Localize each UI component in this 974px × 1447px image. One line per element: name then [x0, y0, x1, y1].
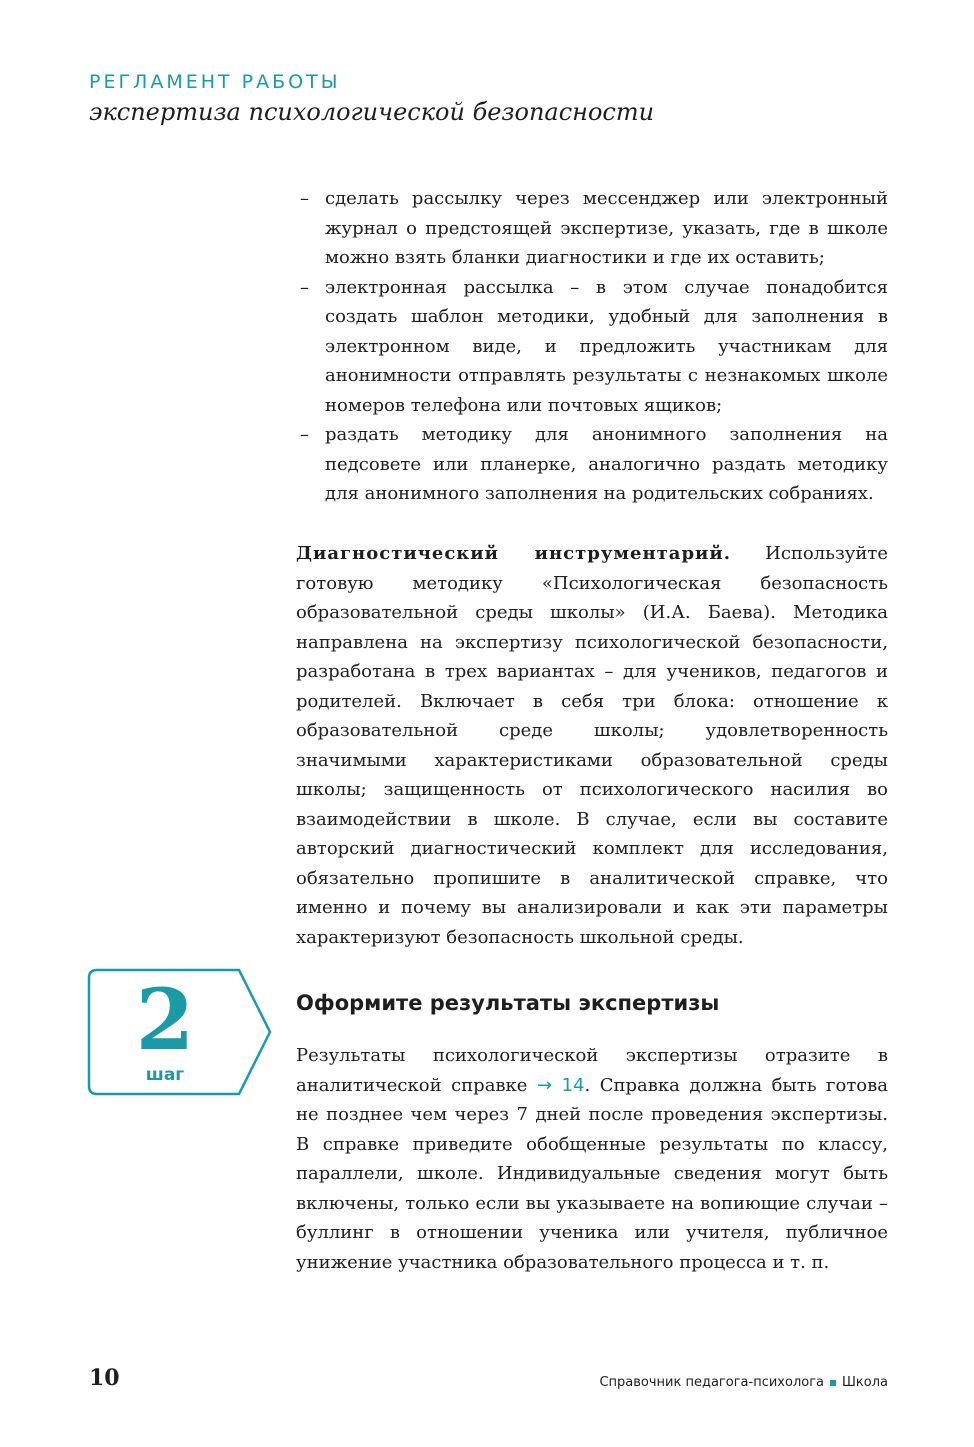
page-reference-link[interactable]: → 14 — [537, 1074, 585, 1096]
header-subtitle: экспертиза психологической безопасности — [89, 98, 655, 126]
step-number: 2 — [135, 970, 195, 1069]
list-item — [296, 420, 888, 509]
list-item — [296, 184, 888, 273]
results-paragraph — [296, 1041, 888, 1277]
bullet-list — [296, 184, 888, 509]
diagnostic-text: Используйте готовую методику «Психологическая безопасность образовательной среды школы» (И.А. Баева). Методика направлена на экспертизу психологической безопасности, разработана в трех вариантах – для учеников, педагогов и родителей. Включает в себя три блока: отношение к образовательной среде школы; удовлетворенность значимыми характеристиками образовательной среды школы; защищенность от психологического насилия во взаимодействии в школе. В случае, если вы составите авторский диагностический комплект для исследования, обязательно пропишите в аналитической справке, что именно и почему вы анализировали и как эти параметры характеризуют безопасность школьной среды. — [296, 543, 888, 948]
bullet-dash: – — [300, 424, 309, 445]
bullet-dash: – — [300, 188, 309, 209]
header-title: РЕГЛАМЕНТ РАБОТЫ — [89, 71, 341, 93]
results-text-after: . Справка должна быть готова не позднее чем через 7 дней после проведения экспертизы. В справке приведите обобщенные результаты по классу, параллели, школе. Индивидуальные сведения могут быть включены, только если вы указываете на вопиющие случаи – буллинг в отношении ученика или учителя, публичное унижение участника образовательного процесса и т. п. — [296, 1074, 888, 1273]
running-header — [89, 70, 654, 128]
results-text-before: Результаты психологической экспертизы отразите в аналитической справке — [296, 1045, 888, 1096]
footer-section: Школа — [842, 1375, 888, 1390]
page-number: 10 — [89, 1365, 120, 1391]
diagnostic-lead: Диагностический инструментарий. — [296, 543, 732, 564]
running-footer — [599, 1375, 888, 1390]
step-label: шаг — [145, 1065, 185, 1085]
list-item-text: сделать рассылку через мессенджер или электронный журнал о предстоящей экспертизе, указать, где в школе можно взять бланки диагностики и где их оставить; — [325, 188, 888, 268]
step-heading: Оформите результаты экспертизы — [296, 991, 720, 1015]
square-separator-icon — [830, 1380, 836, 1386]
bullet-dash: – — [300, 276, 309, 298]
diagnostic-paragraph — [296, 539, 888, 952]
list-item-text: раздать методику для анонимного заполнения на педсовете или планерке, аналогично раздать методику для анонимного заполнения на родительских собраниях. — [325, 424, 888, 504]
list-item-text: электронная рассылка – в этом случае понадобится создать шаблон методики, удобный для заполнения в электронном виде, и предложить участникам для анонимности отправлять результаты с незнакомых школе номеров телефона или почтовых ящиков; — [325, 276, 888, 416]
list-item — [296, 273, 888, 421]
footer-publication: Справочник педагога-психолога — [599, 1375, 825, 1390]
